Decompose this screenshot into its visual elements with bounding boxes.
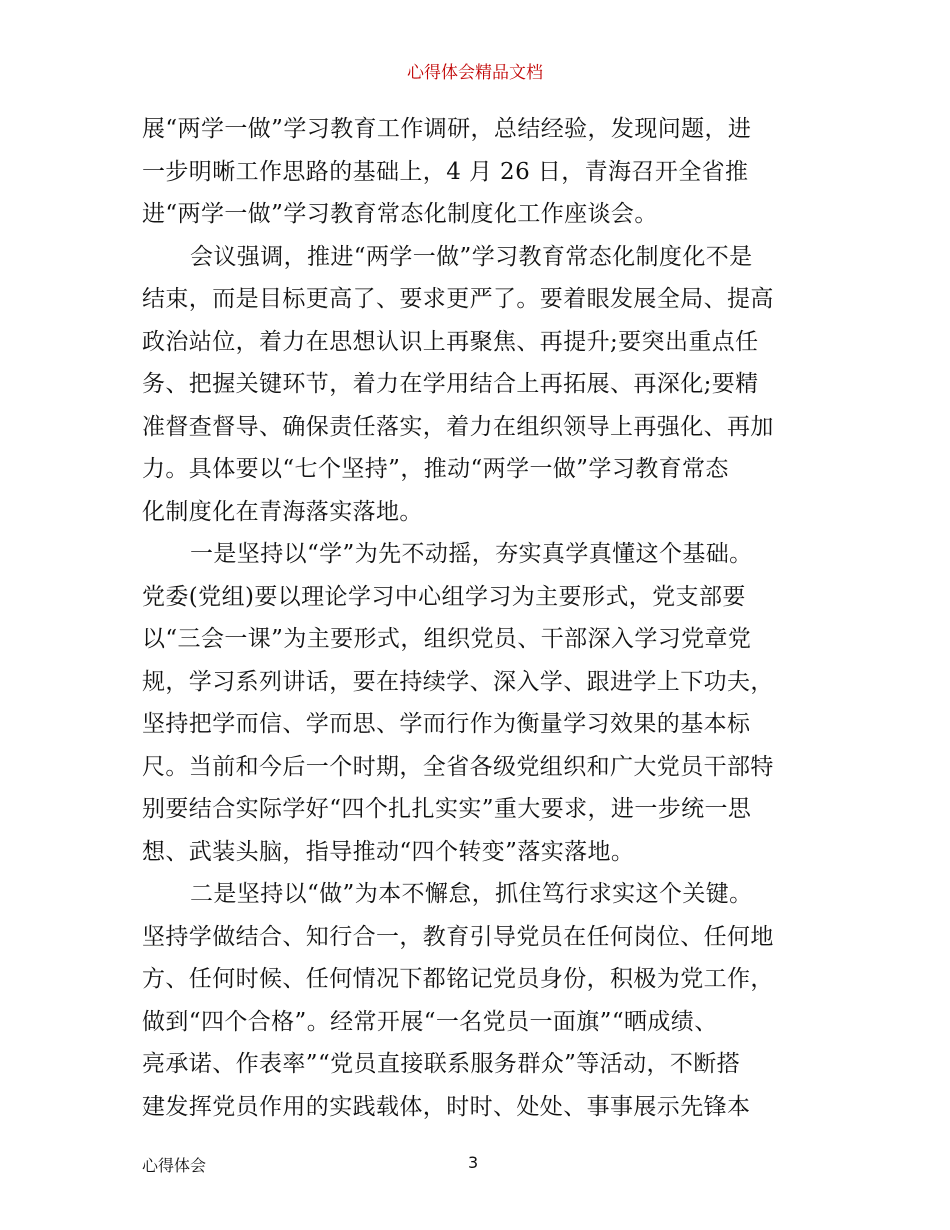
text-line: 以“三会一课”为主要形式，组织党员、干部深入学习党章党	[142, 626, 752, 652]
text-line: 进“两学一做”学习教育常态化制度化工作座谈会。	[142, 201, 658, 227]
text-line: 党委(党组)要以理论学习中心组学习为主要形式，党支部要	[142, 583, 746, 610]
text-line: 亮承诺、作表率”“党员直接联系服务群众”等活动，不断搭	[142, 1051, 741, 1077]
text-line: 想、武装头脑，指导推动“四个转变”落实落地。	[142, 838, 635, 865]
text-line: 结束，而是目标更高了、要求更严了。要着眼发展全局、提高	[142, 286, 774, 312]
text-line: 展“两学一做”学习教育工作调研，总结经验，发现问题，进	[142, 116, 752, 142]
text-line: 准督查督导、确保责任落实，着力在组织领导上再强化、再加	[142, 413, 774, 440]
text-line: 务、把握关键环节，着力在学用结合上再拓展、再深化;要精	[142, 371, 759, 397]
text-line: 政治站位，着力在思想认识上再聚焦、再提升;要突出重点任	[142, 328, 759, 355]
text-line: 一是坚持以“学”为先不动摇，夯实真学真懂这个基础。	[190, 541, 753, 567]
text-line: 坚持把学而信、学而思、学而行作为衡量学习效果的基本标	[142, 711, 751, 737]
page-number: 3	[468, 1153, 479, 1172]
text-line: 规，学习系列讲话，要在持续学、深入学、跟进学上下功夫，	[142, 668, 774, 695]
text-line: 尺。当前和今后一个时期，全省各级党组织和广大党员干部特	[142, 753, 774, 780]
text-line: 二是坚持以“做”为本不懈怠，抓住笃行求实这个关键。	[190, 881, 753, 907]
text-line: 力。具体要以“七个坚持”，推动“两学一做”学习教育常态	[142, 456, 729, 482]
text-line: 别要结合实际学好“四个扎扎实实”重大要求，进一步统一思	[142, 796, 752, 822]
text-line: 化制度化在青海落实落地。	[142, 498, 423, 525]
text-line: 做到“四个合格”。经常开展“一名党员一面旗”“晒成绩、	[142, 1008, 718, 1035]
text-line: 一步明晰工作思路的基础上，4 月 26 日，青海召开全省推	[142, 158, 749, 185]
document-body	[142, 108, 814, 1128]
header-title: 心得体会精品文档	[407, 63, 543, 83]
text-line: 建发挥党员作用的实践载体，时时、处处、事事展示先锋本	[142, 1093, 751, 1120]
footer-label: 心得体会	[142, 1156, 207, 1175]
text-line: 方、任何时候、任何情况下都铭记党员身份，积极为党工作，	[142, 966, 774, 992]
text-line: 会议强调，推进“两学一做”学习教育常态化制度化不是	[190, 243, 753, 270]
text-line: 坚持学做结合、知行合一，教育引导党员在任何岗位、任何地	[142, 923, 774, 950]
